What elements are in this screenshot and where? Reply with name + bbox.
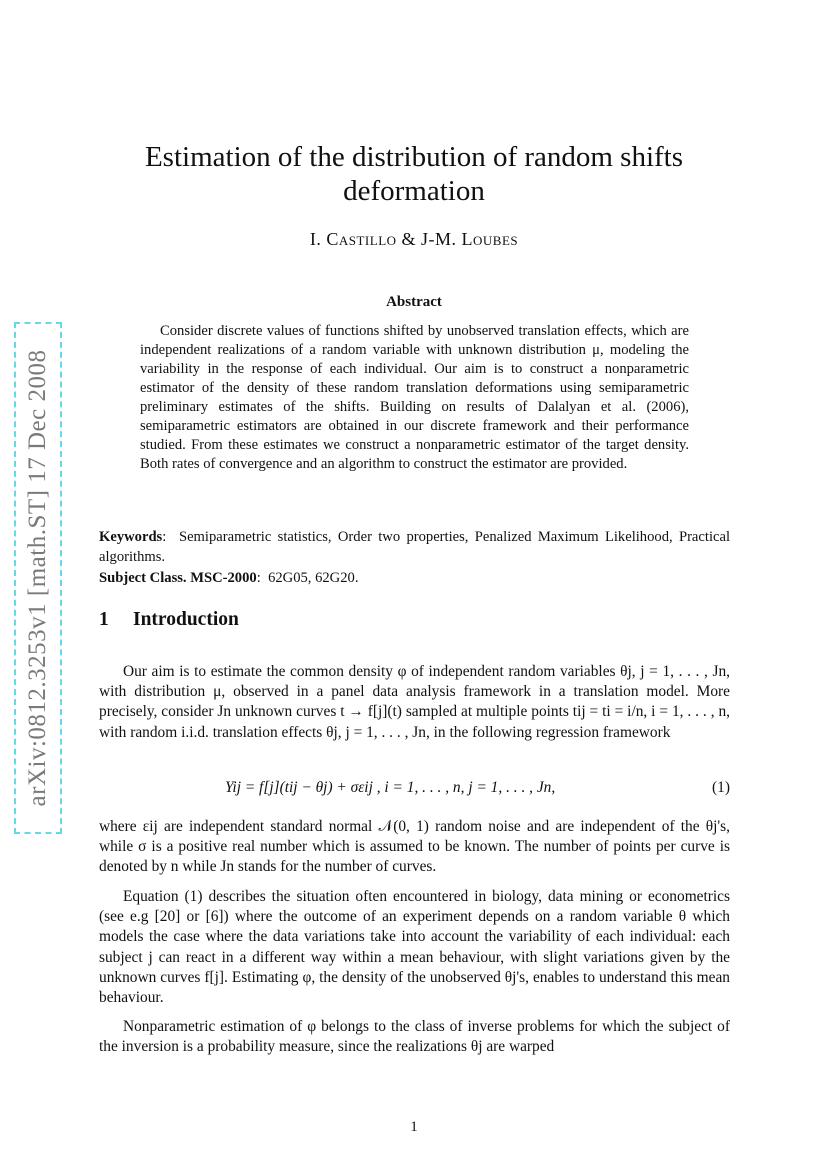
arxiv-stamp — [14, 322, 62, 834]
subject-label: Subject Class. MSC-2000 — [99, 570, 257, 586]
page-number: 1 — [410, 1119, 418, 1135]
keywords-text: Semiparametric statistics, Order two properties, Penalized Maximum Likelihood, Practical algorithms. — [99, 529, 731, 565]
equation-1 — [99, 779, 730, 801]
equation-body: Yij = f[j](tij − θj) + σεij , i = 1, . . . , n, j = 1, . . . , Jn, — [225, 779, 556, 796]
keywords: Keywords: Semiparametric statistics, Order two properties, Penalized Maximum Likelihood, Practical algorithms. — [99, 529, 731, 565]
subject-text: 62G05, 62G20. — [268, 570, 359, 586]
section-heading — [99, 609, 239, 631]
paper-title: Estimation of the distribution of random shifts deformation — [144, 141, 684, 207]
intro-paragraph-1: Our aim is to estimate the common density φ of independent random variables θj, j = 1, . . . , Jn, with distribution μ, observed in a panel data analysis framework in a translation model. More precisely, consider Jn unknown curves t → f[j](t) sampled at multiple points tij = ti = i/n, i = 1, . . . , n, with random i.i.d. translation effects θj, j = 1, . . . , Jn, in the following regression framework — [99, 663, 730, 741]
abstract-heading: Abstract — [386, 294, 442, 310]
subject-class: Subject Class. MSC-2000: 62G05, 62G20. — [99, 570, 359, 586]
abstract-body: Consider discrete values of functions shifted by unobserved translation effects, which are independent realizations of a random variable with unknown distribution μ, modeling the variability in the response of each individual. Our aim is to construct a nonparametric estimator of the density of these random translation deformations using semiparametric preliminary estimates of the shifts. Building on results of Dalalyan et al. (2006), semiparametric estimators are obtained in our discrete framework and their performance studied. From these estimates we construct a nonparametric estimator of the target density. Both rates of convergence and an algorithm to construct the estimator are provided. — [140, 323, 689, 472]
intro-paragraph-3: Equation (1) describes the situation often encountered in biology, data mining or econometrics (see e.g [20] or [6]) where the outcome of an experiment depends on a random variable θ which models the case where the data variations take into account the variability of each individual: each subject j can react in a different way within a mean behaviour, with slight variations given by the unknown curves f[j]. Estimating φ, the density of the unobserved θj's, enables to understand this mean behaviour. — [99, 888, 730, 1007]
equation-number: (1) — [712, 779, 730, 796]
section-number: 1 — [99, 609, 109, 630]
arxiv-stamp-text: arXiv:0812.3253v1 [math.ST] 17 Dec 2008 — [24, 349, 51, 807]
intro-paragraph-4: Nonparametric estimation of φ belongs to the class of inverse problems for which the subject of the inversion is a probability measure, since the realizations θj are warped — [99, 1018, 730, 1056]
keywords-label: Keywords — [99, 529, 163, 545]
intro-paragraph-2: where εij are independent standard normal 𝒩(0, 1) random noise and are independent of the θj's, while σ is a positive real number which is assumed to be known. The number of points per curve is denoted by n while Jn stands for the number of curves. — [99, 818, 730, 876]
paper-authors: I. Castillo & J-M. Loubes — [309, 229, 519, 249]
section-title: Introduction — [133, 609, 239, 630]
